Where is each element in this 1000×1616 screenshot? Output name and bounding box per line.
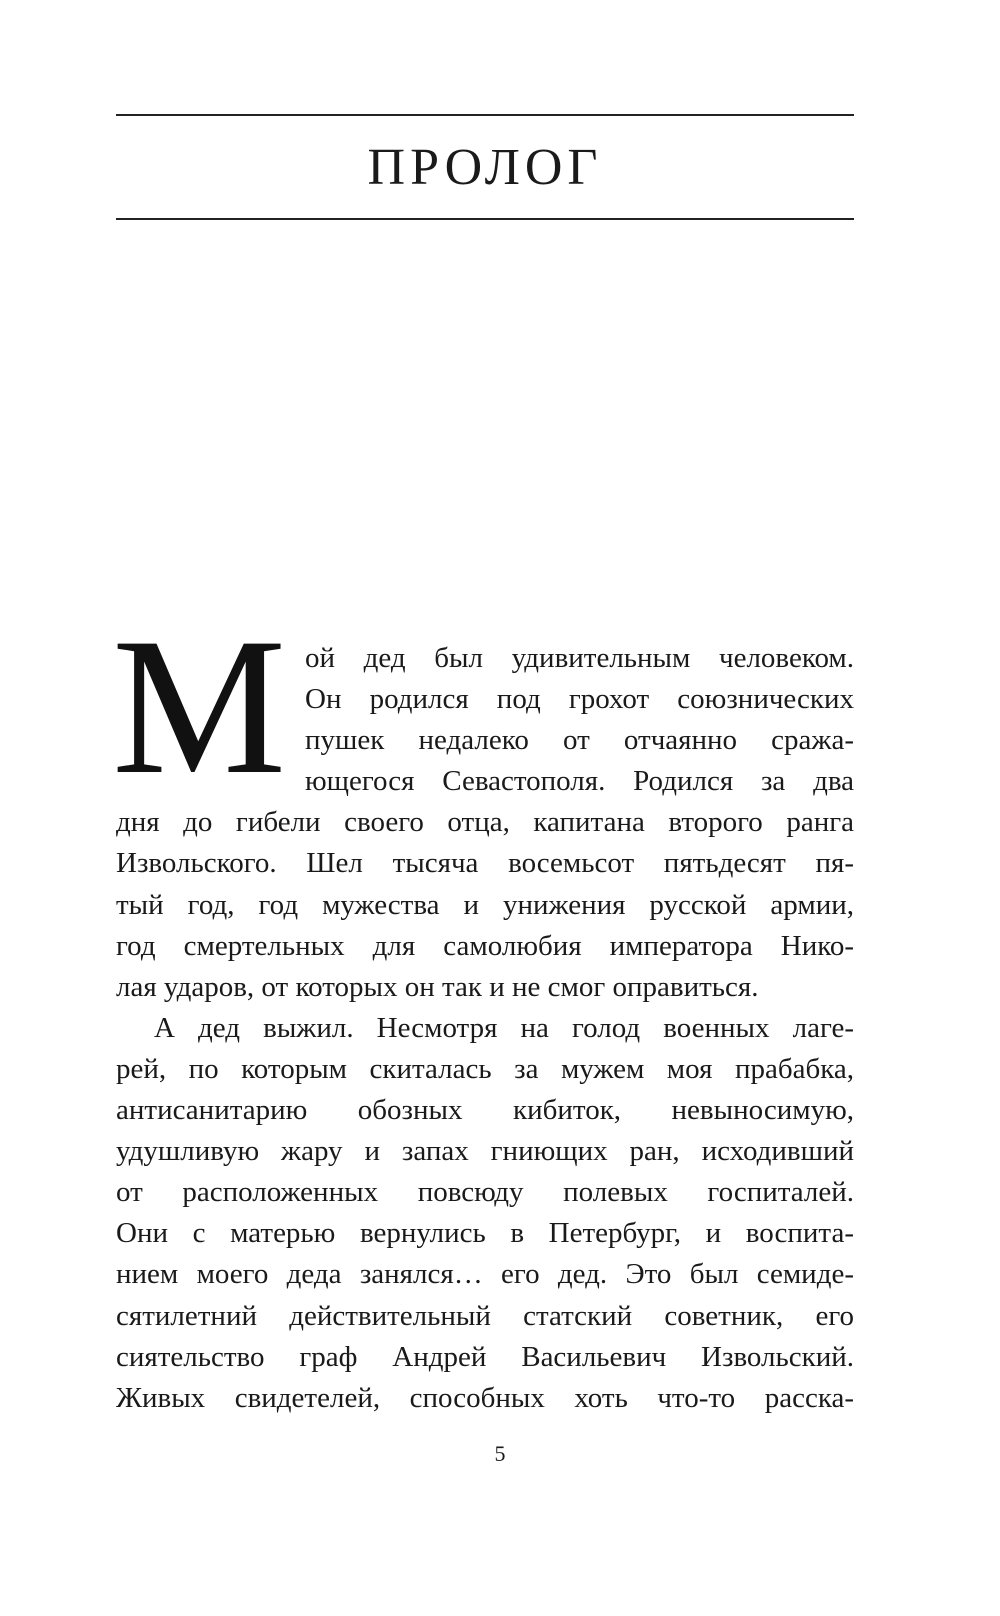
text-line: Они с матерью вернулись в Петербург, и воспита- <box>116 1217 854 1250</box>
title-rule-top <box>116 114 854 116</box>
body-text <box>116 638 854 1419</box>
text-line: Живых свидетелей, способных хоть что-то расска- <box>116 1381 854 1414</box>
text-line: дня до гибели своего отца, капитана второго ранга <box>116 806 854 839</box>
text-line: А дед выжил. Несмотря на голод военных лаге- <box>154 1011 854 1044</box>
chapter-title: ПРОЛОГ <box>367 139 603 196</box>
text-line: сятилетний действительный статский советник, его <box>116 1299 854 1332</box>
text-line: удушливую жару и запах гниющих ран, исходивший <box>116 1135 854 1168</box>
text-line: антисанитарию обозных кибиток, невыносимую, <box>116 1094 854 1127</box>
text-line: сиятельство граф Андрей Васильевич Извольский. <box>116 1340 854 1373</box>
text-line: год смертельных для самолюбия императора Нико- <box>116 929 854 962</box>
page-number: 5 <box>494 1441 506 1466</box>
text-line: ой дед был удивительным человеком. <box>305 642 854 674</box>
text-line: от расположенных повсюду полевых госпиталей. <box>116 1176 854 1209</box>
text-line: рей, по которым скиталась за мужем моя прабабка, <box>116 1052 854 1085</box>
text-line: тый год, год мужества и унижения русской армии, <box>116 888 854 921</box>
drop-cap: М <box>112 598 287 815</box>
text-line: лая ударов, от которых он так и не смог оправиться. <box>116 970 759 1003</box>
text-line: Извольского. Шел тысяча восемьсот пятьдесят пя- <box>116 847 854 880</box>
text-line: пушек недалеко от отчаянно сража- <box>305 724 854 757</box>
text-line: ющегося Севастополя. Родился за два <box>305 765 854 798</box>
title-rule-bottom <box>116 218 854 220</box>
text-line: Он родился под грохот союзнических <box>305 683 854 716</box>
text-line: нием моего деда занялся… его дед. Это был семиде- <box>116 1258 854 1291</box>
